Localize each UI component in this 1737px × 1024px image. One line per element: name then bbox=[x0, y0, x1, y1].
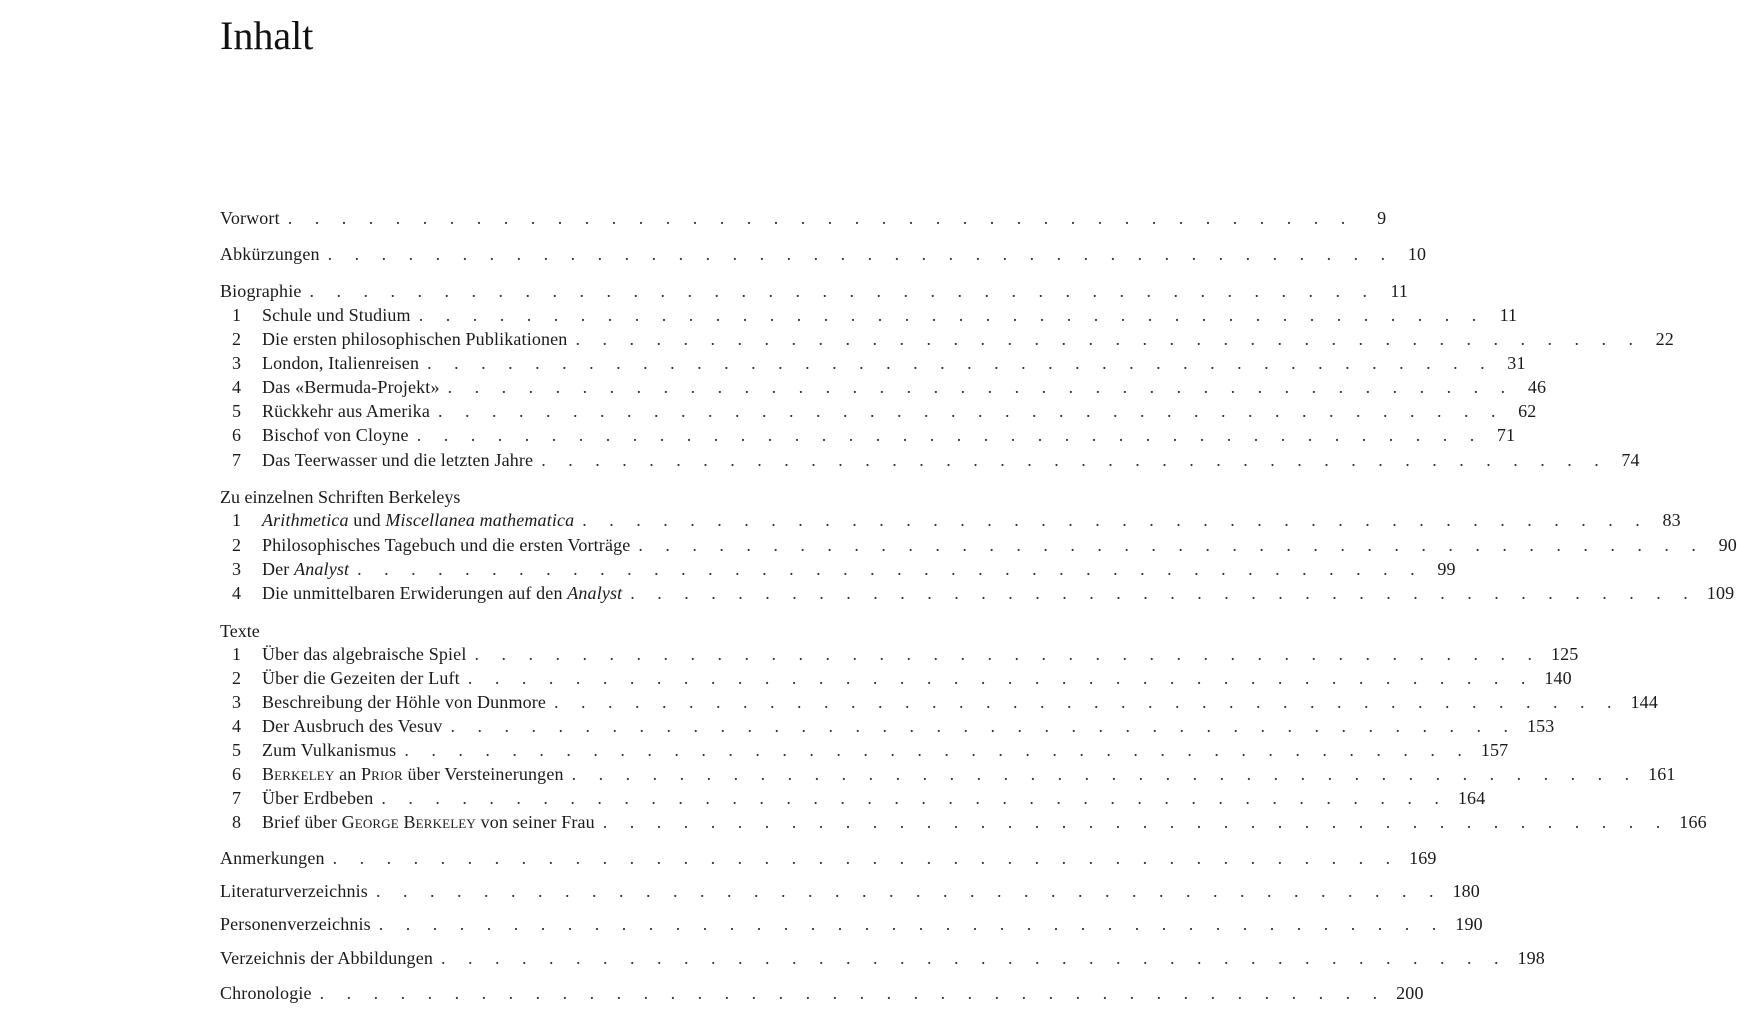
toc-page-number: 161 bbox=[1648, 764, 1676, 784]
toc-page-number: 144 bbox=[1630, 692, 1658, 712]
toc-item-number: 3 bbox=[232, 559, 242, 579]
leader-dots: . . . . . . . . . . . . . . . . . . . . . . . . . . . . . . . . . . . . . . . . bbox=[416, 425, 1484, 445]
toc-page-number: 99 bbox=[1437, 559, 1456, 579]
toc-page-number: 90 bbox=[1718, 535, 1737, 555]
toc-item-number: 1 bbox=[232, 510, 242, 530]
toc-item-number: 1 bbox=[232, 305, 242, 325]
toc-page-number: 198 bbox=[1517, 948, 1545, 968]
leader-dots: . . . . . . . . . . . . . . . . . . . . . . . . . . . . . . . . . . . . . . . . bbox=[467, 668, 1535, 688]
toc-page-number: 140 bbox=[1544, 668, 1572, 688]
toc-page-number: 74 bbox=[1621, 450, 1640, 470]
toc-entry-title: Anmerkungen bbox=[220, 848, 325, 868]
toc-page-number: 46 bbox=[1527, 377, 1547, 397]
leader-dots: . . . . . . . . . . . . . . . . . . . . . . . . . . . . . . . . . . . . . . . . bbox=[404, 740, 1471, 760]
toc-item-number: 6 bbox=[232, 764, 242, 784]
toc-section-title: Biographie bbox=[220, 281, 302, 301]
toc-entry-vorwort[interactable] bbox=[220, 205, 1387, 231]
toc-entry-title: Über die Gezeiten der Luft bbox=[262, 668, 460, 688]
toc-item-number: 3 bbox=[232, 353, 242, 373]
toc-entry-abbildungen[interactable] bbox=[220, 945, 1545, 971]
toc-item-number: 2 bbox=[232, 668, 242, 688]
toc-entry-title: Der Ausbruch des Vesuv bbox=[262, 716, 443, 736]
toc-entry-title: Chronologie bbox=[220, 983, 312, 1003]
toc-page-number: 83 bbox=[1662, 510, 1681, 530]
toc-entry-bio-7[interactable] bbox=[232, 447, 1640, 473]
leader-dots: . . . . . . . . . . . . . . . . . . . . . . . . . . . . . . . . . . . . . . . . bbox=[450, 716, 1517, 736]
toc-entry-title: Abkürzungen bbox=[220, 244, 320, 264]
leader-dots: . . . . . . . . . . . . . . . . . . . . . . . . . . . . . . . . . . . . . . . . bbox=[287, 208, 1355, 228]
toc-section-texte[interactable]: Texte bbox=[220, 621, 260, 641]
toc-entry-bio-6[interactable] bbox=[232, 422, 1516, 448]
leader-dots: . . . . . . . . . . . . . . . . . . . . . . . . . . . . . . . . . . . . . . . . bbox=[447, 377, 1515, 397]
toc-entry-title: Rückkehr aus Amerika bbox=[262, 401, 430, 421]
leader-dots: . . . . . . . . . . . . . . . . . . . . . . . . . . . . . . . . . . . . . . . . bbox=[541, 450, 1608, 470]
leader-dots: . . . . . . . . . . . . . . . . . . . . . . . . . . . . . . . . . . . . . . . . bbox=[474, 644, 1541, 664]
leader-dots: . . . . . . . . . . . . . . . . . . . . . . . . . . . . . . . . . . . . . . . . bbox=[582, 510, 1649, 530]
leader-dots: . . . . . . . . . . . . . . . . . . . . . . . . . . . . . . . . . . . . . . . . bbox=[602, 812, 1670, 832]
toc-entry-texte-6[interactable] bbox=[232, 761, 1676, 787]
toc-item-number: 5 bbox=[232, 740, 242, 760]
leader-dots: . . . . . . . . . . . . . . . . . . . . . . . . . . . . . . . . . . . . . . . . bbox=[332, 848, 1400, 868]
toc-entry-bio-5[interactable] bbox=[232, 398, 1537, 424]
toc-entry-title: Zum Vulkanismus bbox=[262, 740, 397, 760]
toc-item-number: 4 bbox=[232, 583, 242, 603]
toc-entry-title: Verzeichnis der Abbildungen bbox=[220, 948, 433, 968]
toc-entry-schriften-4[interactable] bbox=[232, 580, 1735, 606]
leader-dots: . . . . . . . . . . . . . . . . . . . . . . . . . . . . . . . . . . . . . . . . bbox=[554, 692, 1621, 712]
toc-page-number: 166 bbox=[1679, 812, 1707, 832]
toc-page-number: 22 bbox=[1655, 329, 1674, 349]
toc-page-number: 200 bbox=[1396, 983, 1424, 1003]
toc-entry-title: Die ersten philosophischen Publikationen bbox=[262, 329, 568, 349]
toc-entry-title: Das Teerwasser und die letzten Jahre bbox=[262, 450, 534, 470]
toc-item-number: 2 bbox=[232, 329, 242, 349]
toc-entry-schriften-2[interactable] bbox=[232, 532, 1737, 558]
toc-entry-title: Beschreibung der Höhle von Dunmore bbox=[262, 692, 547, 712]
leader-dots: . . . . . . . . . . . . . . . . . . . . . . . . . . . . . . . . . . . . . . . . bbox=[441, 948, 1508, 968]
toc-item-number: 7 bbox=[232, 788, 242, 808]
toc-entry-bio-4[interactable] bbox=[232, 374, 1547, 400]
toc-entry-texte-4[interactable] bbox=[232, 713, 1555, 739]
toc-entry-title: Über Erdbeben bbox=[262, 788, 374, 808]
toc-entry-texte-2[interactable] bbox=[232, 665, 1572, 691]
toc-entry-title: Schule und Studium bbox=[262, 305, 411, 325]
toc-entry-schriften-3[interactable] bbox=[232, 556, 1456, 582]
toc-page-number: 109 bbox=[1706, 583, 1735, 603]
toc-item-number: 8 bbox=[232, 812, 242, 832]
toc-page-number: 71 bbox=[1496, 425, 1516, 445]
toc-item-number: 4 bbox=[232, 716, 242, 736]
leader-dots: . . . . . . . . . . . . . . . . . . . . . . . . . . . . . . . . . . . . . . . . bbox=[309, 281, 1376, 301]
toc-entry-title: Bischof von Cloyne bbox=[262, 425, 409, 445]
toc-entry-personenverzeichnis[interactable] bbox=[220, 911, 1483, 937]
toc-entry-texte-3[interactable] bbox=[232, 689, 1658, 715]
toc-item-number: 4 bbox=[232, 377, 242, 397]
leader-dots: . . . . . . . . . . . . . . . . . . . . . . . . . . . . . . . . . . . . . . . . bbox=[378, 914, 1446, 934]
toc-entry-title: Berkeley an Prior über Versteinerungen bbox=[262, 764, 564, 784]
toc-entry-bio-2[interactable] bbox=[232, 326, 1674, 352]
leader-dots: . . . . . . . . . . . . . . . . . . . . . . . . . . . . . . . . . . . . . . . . bbox=[575, 329, 1642, 349]
toc-entry-title: Der Analyst bbox=[262, 559, 350, 579]
toc-item-number: 1 bbox=[232, 644, 242, 664]
leader-dots: . . . . . . . . . . . . . . . . . . . . . . . . . . . . . . . . . . . . . . . . bbox=[327, 244, 1395, 264]
toc-entry-bio-1[interactable] bbox=[232, 302, 1518, 328]
toc-entry-title: Vorwort bbox=[220, 208, 280, 228]
leader-dots: . . . . . . . . . . . . . . . . . . . . . . . . . . . . . . . . . . . . . . . . bbox=[381, 788, 1448, 808]
toc-page-number: 11 bbox=[1499, 305, 1518, 325]
leader-dots: . . . . . . . . . . . . . . . . . . . . . . . . . . . . . . . . . . . . . . . . bbox=[427, 353, 1494, 373]
toc-page-number: 9 bbox=[1377, 208, 1387, 228]
toc-entry-title: London, Italienreisen bbox=[262, 353, 420, 373]
toc-page-number: 180 bbox=[1452, 881, 1480, 901]
toc-entry-texte-1[interactable] bbox=[232, 641, 1579, 667]
toc-page-number: 164 bbox=[1457, 788, 1486, 808]
toc-page-number: 31 bbox=[1507, 353, 1526, 373]
toc-entry-schriften-1[interactable] bbox=[232, 507, 1681, 533]
toc-entry-texte-5[interactable] bbox=[232, 737, 1509, 763]
toc-page-number: 11 bbox=[1390, 281, 1408, 301]
leader-dots: . . . . . . . . . . . . . . . . . . . . . . . . . . . . . . . . . . . . . . . . bbox=[638, 535, 1705, 555]
toc-entry-title: Philosophisches Tagebuch und die ersten Vorträge bbox=[262, 535, 631, 555]
toc-entry-title: Das «Bermuda-Projekt» bbox=[262, 377, 440, 397]
page-title: Inhalt bbox=[220, 13, 314, 58]
toc-section-schriften[interactable]: Zu einzelnen Schriften Berkeleys bbox=[220, 487, 461, 507]
toc-item-number: 2 bbox=[232, 535, 242, 555]
leader-dots: . . . . . . . . . . . . . . . . . . . . . . . . . . . . . . . . . . . . . . . . bbox=[571, 764, 1639, 784]
toc-entry-bio-3[interactable] bbox=[232, 350, 1526, 376]
toc-entry-title: Personenverzeichnis bbox=[220, 914, 371, 934]
toc-entry-title: Arithmetica und Miscellanea mathematica bbox=[262, 510, 575, 530]
toc-page-number: 157 bbox=[1480, 740, 1509, 760]
toc-item-number: 3 bbox=[232, 692, 242, 712]
leader-dots: . . . . . . . . . . . . . . . . . . . . . . . . . . . . . . . . . . . . . . . . bbox=[630, 583, 1697, 603]
toc-entry-texte-7[interactable] bbox=[232, 785, 1486, 811]
toc-entry-texte-8[interactable] bbox=[232, 809, 1707, 835]
leader-dots: . . . . . . . . . . . . . . . . . . . . . . . . . . . . . . . . . . . . . . . . bbox=[319, 983, 1387, 1003]
toc-entry-title: Die unmittelbaren Erwiderungen auf den Analyst bbox=[262, 583, 623, 603]
toc-entry-literaturverzeichnis[interactable] bbox=[220, 878, 1480, 904]
toc-entry-abkuerzungen[interactable] bbox=[220, 241, 1427, 267]
toc-entry-title: Über das algebraische Spiel bbox=[262, 644, 467, 664]
toc-page-number: 10 bbox=[1407, 244, 1427, 264]
leader-dots: . . . . . . . . . . . . . . . . . . . . . . . . . . . . . . . . . . . . . . . . bbox=[375, 881, 1443, 901]
toc-page-number: 169 bbox=[1409, 848, 1437, 868]
toc-entry-title: Literaturverzeichnis bbox=[220, 881, 368, 901]
toc-page-number: 62 bbox=[1518, 401, 1537, 421]
toc-entry-biographie[interactable] bbox=[220, 278, 1408, 304]
leader-dots: . . . . . . . . . . . . . . . . . . . . . . . . . . . . . . . . . . . . . . . . bbox=[357, 559, 1424, 579]
toc-entry-title: Brief über George Berkeley von seiner Frau bbox=[262, 812, 595, 832]
toc-entry-anmerkungen[interactable] bbox=[220, 845, 1437, 871]
leader-dots: . . . . . . . . . . . . . . . . . . . . . . . . . . . . . . . . . . . . . . . . bbox=[418, 305, 1486, 325]
toc-page-number: 125 bbox=[1550, 644, 1579, 664]
toc-item-number: 5 bbox=[232, 401, 242, 421]
toc-entry-chronologie[interactable] bbox=[220, 980, 1424, 1006]
toc-item-number: 7 bbox=[232, 450, 242, 470]
toc-item-number: 6 bbox=[232, 425, 242, 445]
leader-dots: . . . . . . . . . . . . . . . . . . . . . . . . . . . . . . . . . . . . . . . . bbox=[437, 401, 1505, 421]
toc-page-number: 190 bbox=[1455, 914, 1483, 934]
toc-page-number: 153 bbox=[1526, 716, 1555, 736]
